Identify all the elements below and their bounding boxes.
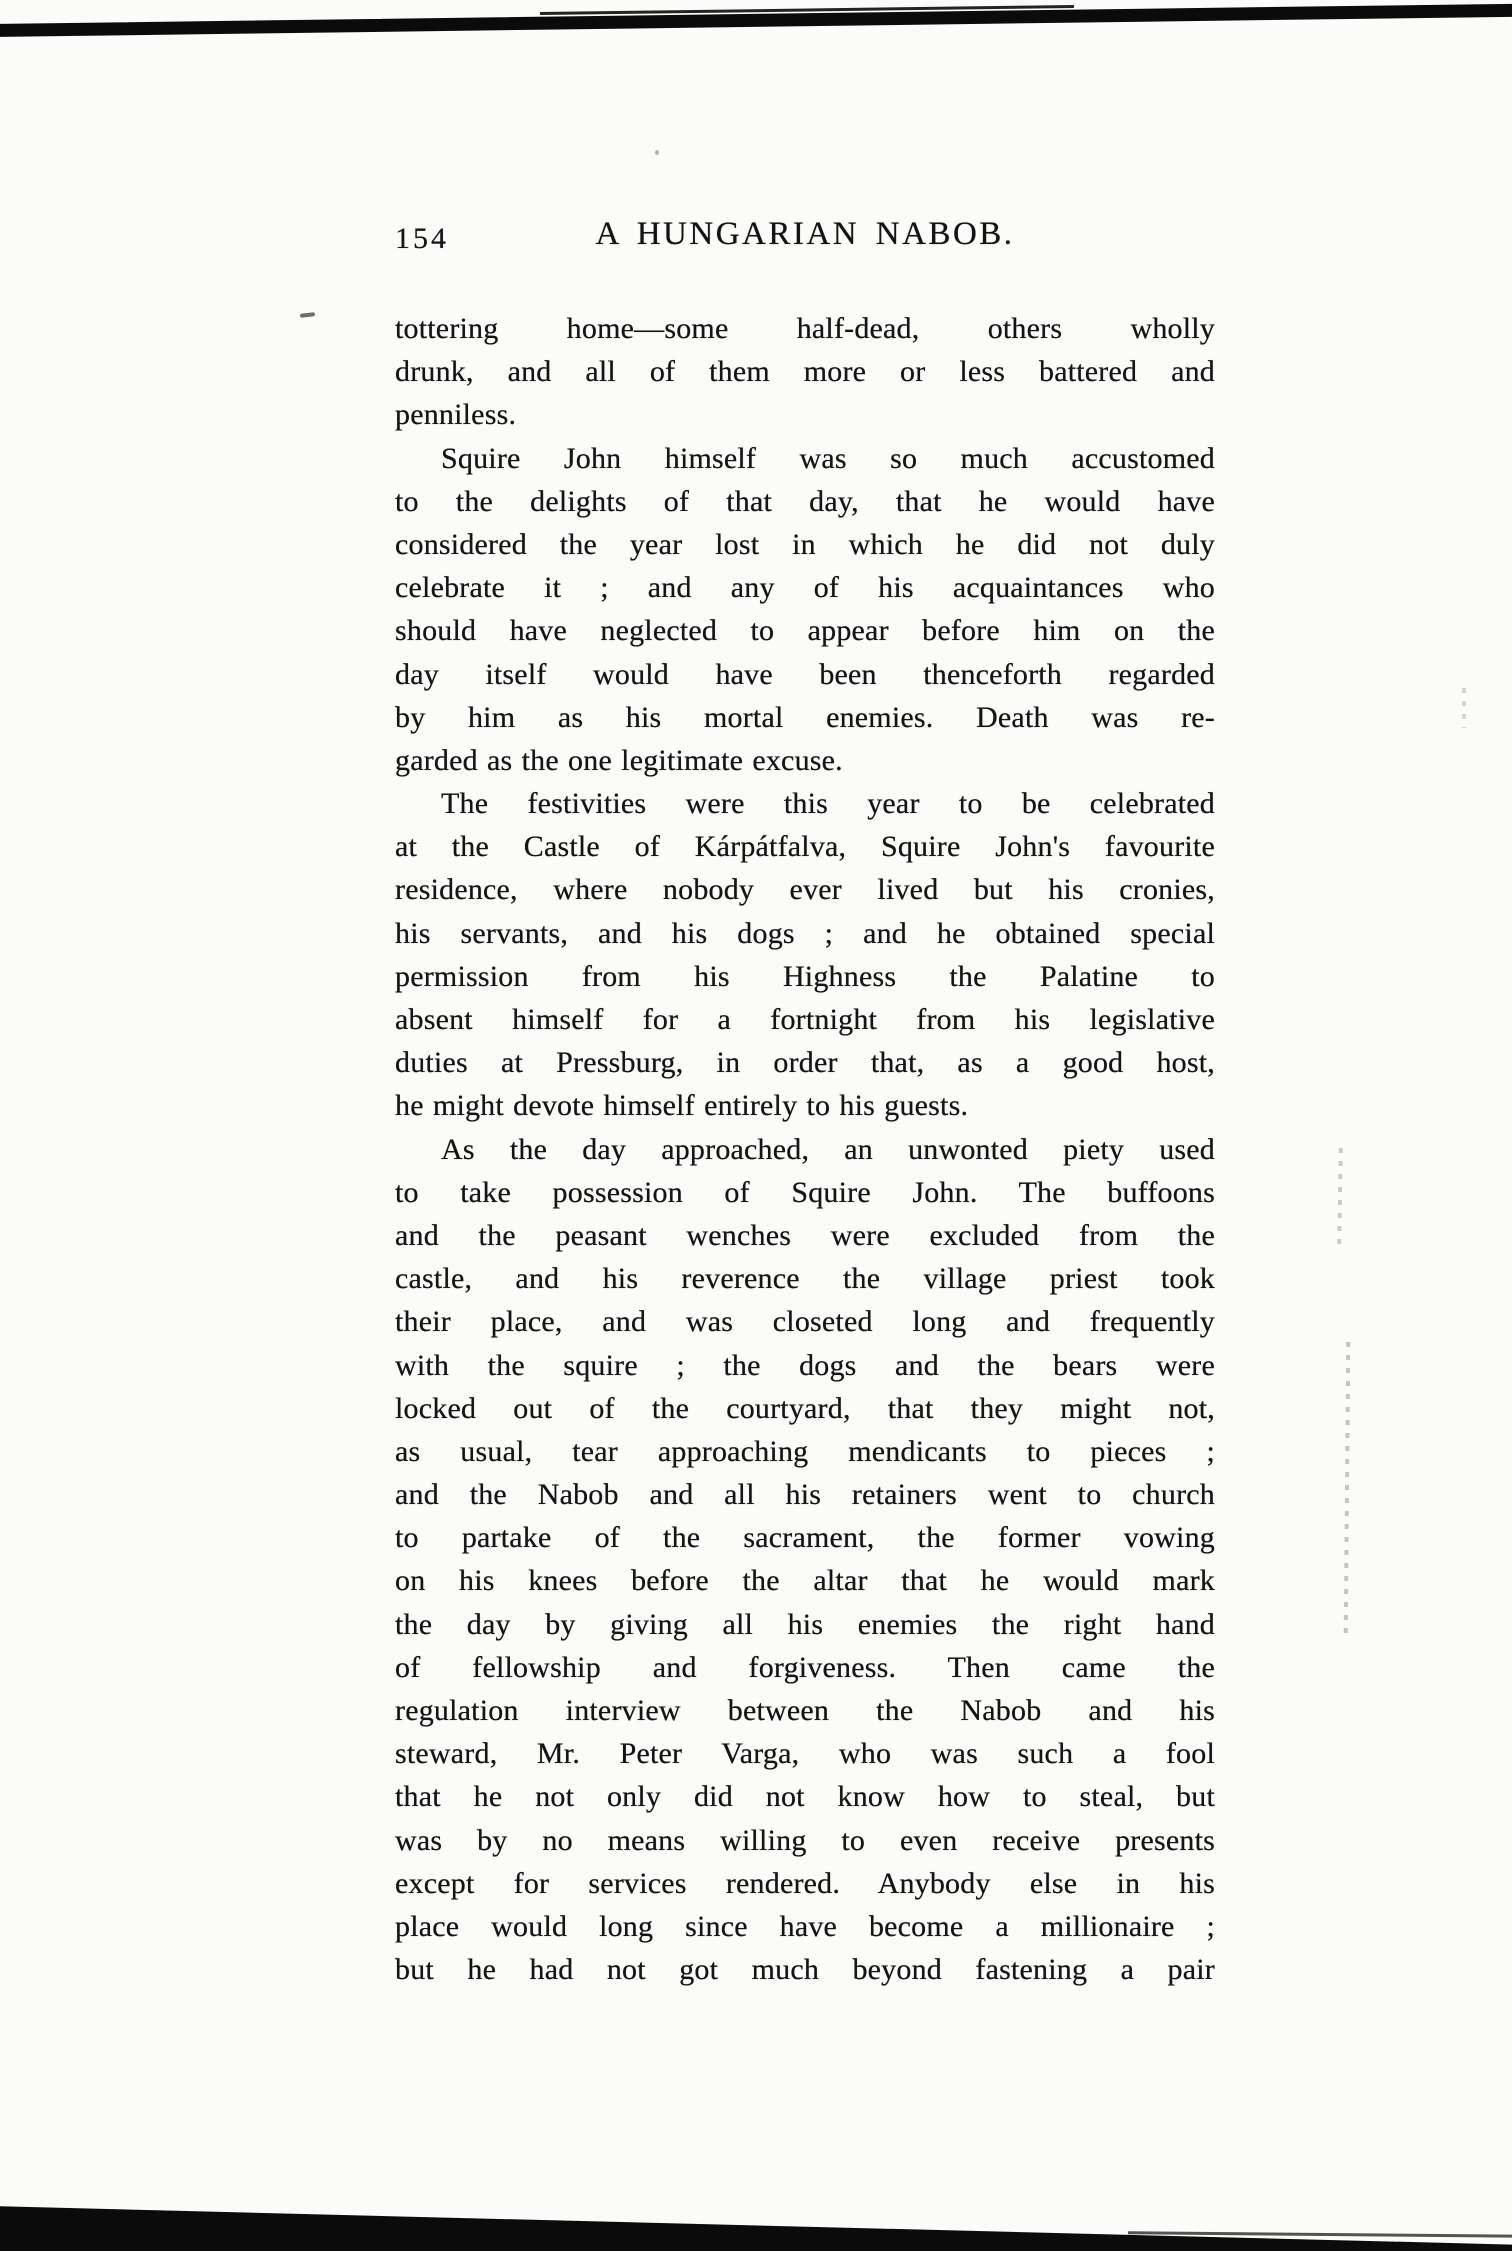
- text-block: [395, 307, 1215, 1991]
- text-line: and the peasant wenches were excluded from the: [395, 1218, 1215, 1252]
- scan-speck-dot: [655, 150, 659, 155]
- text-line: permission from his Highness the Palatine to: [395, 959, 1215, 993]
- text-line: as usual, tear approaching mendicants to pieces ;: [395, 1434, 1215, 1468]
- text-line: The festivities were this year to be celebrated: [441, 787, 1215, 821]
- text-line: he might devote himself entirely to his guests.: [395, 1089, 969, 1123]
- text-line: on his knees before the altar that he would mark: [395, 1564, 1215, 1598]
- scan-speck-dash: [300, 312, 315, 318]
- text-line: to take possession of Squire John. The buffoons: [395, 1175, 1215, 1209]
- running-title: A HUNGARIAN NABOB.: [595, 216, 1015, 252]
- text-line: steward, Mr. Peter Varga, who was such a fool: [395, 1737, 1215, 1771]
- text-line: the day by giving all his enemies the right hand: [395, 1607, 1215, 1641]
- page-header: [395, 216, 1215, 256]
- text-line: and the Nabob and all his retainers went to church: [395, 1478, 1215, 1512]
- text-line: celebrate it ; and any of his acquaintances who: [395, 571, 1215, 605]
- text-line: As the day approached, an unwonted piety used: [441, 1132, 1215, 1166]
- text-line: Squire John himself was so much accustomed: [441, 441, 1215, 475]
- text-line: day itself would have been thenceforth regarded: [395, 657, 1215, 691]
- text-line: castle, and his reverence the village priest took: [395, 1262, 1215, 1296]
- text-line: their place, and was closeted long and frequently: [395, 1305, 1215, 1339]
- text-line: was by no means willing to even receive presents: [395, 1823, 1215, 1857]
- text-line: to the delights of that day, that he would have: [395, 484, 1215, 518]
- text-line: garded as the one legitimate excuse.: [395, 743, 843, 777]
- text-line: with the squire ; the dogs and the bears were: [395, 1348, 1215, 1382]
- text-line: should have neglected to appear before him on the: [395, 614, 1215, 648]
- page-number: 154: [395, 222, 449, 255]
- text-line: penniless.: [395, 398, 517, 432]
- scan-edge-bottom: [0, 2206, 1512, 2251]
- text-line: duties at Pressburg, in order that, as a good host,: [395, 1046, 1215, 1080]
- text-line: at the Castle of Kárpátfalva, Squire John's favourite: [395, 830, 1215, 864]
- text-line: tottering home—some half-dead, others wholly: [395, 312, 1215, 345]
- text-line: locked out of the courtyard, that they might not,: [395, 1391, 1215, 1425]
- text-line: but he had not got much beyond fastening a pair: [395, 1953, 1215, 1987]
- scan-noise-column: [1462, 688, 1466, 728]
- text-line: regulation interview between the Nabob and his: [395, 1694, 1215, 1727]
- text-line: residence, where nobody ever lived but his cronies,: [395, 873, 1215, 907]
- text-line: that he not only did not know how to steal, but: [395, 1780, 1215, 1814]
- text-line: by him as his mortal enemies. Death was re-: [395, 700, 1215, 734]
- text-line: absent himself for a fortnight from his legislative: [395, 1003, 1215, 1036]
- text-line: his servants, and his dogs ; and he obtained special: [395, 916, 1215, 950]
- scan-noise-column: [1337, 1148, 1343, 1244]
- text-line: drunk, and all of them more or less battered and: [395, 355, 1215, 389]
- scan-noise-column: [1344, 1342, 1351, 1634]
- text-line: of fellowship and forgiveness. Then came the: [395, 1650, 1215, 1684]
- text-line: place would long since have become a millionaire ;: [395, 1909, 1215, 1943]
- text-line: considered the year lost in which he did not duly: [395, 527, 1215, 561]
- text-line: except for services rendered. Anybody else in his: [395, 1866, 1215, 1900]
- text-line: to partake of the sacrament, the former vowing: [395, 1521, 1215, 1555]
